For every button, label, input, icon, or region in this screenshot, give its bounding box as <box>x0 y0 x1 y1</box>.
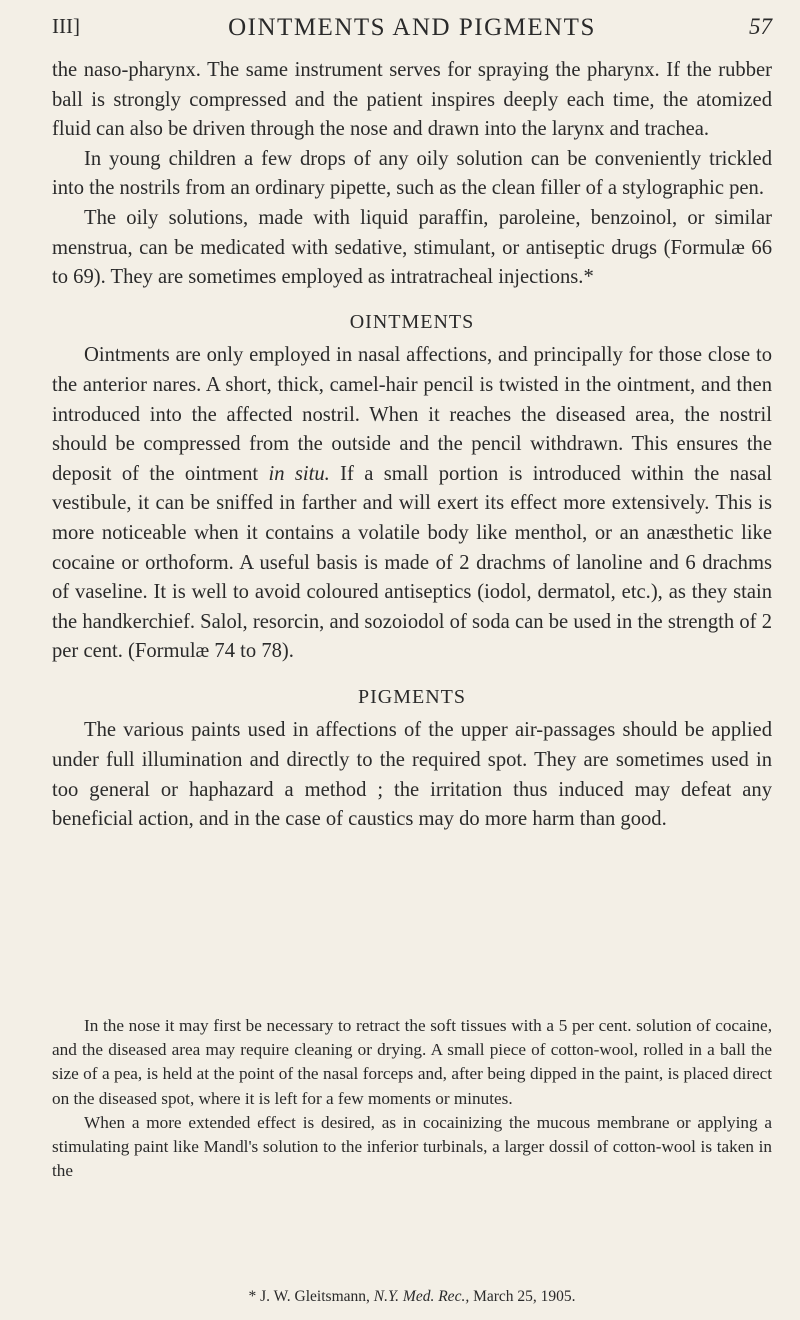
page-number: 57 <box>749 14 772 39</box>
intro-paragraph-2: In young children a few drops of any oily solution can be conveniently trickled into the nostrils from an ordinary pipette, such as the clean filler of a stylographic pen. <box>52 147 772 200</box>
ointments-text-a: Ointments are only employed in nasal affections, and principally for those close to the anterior nares. A short, thick, camel-hair pencil is twisted in the ointment, and then introduced into the affected nostril. When it reaches the diseased area, the nostril should be compressed from the outside and the pencil withdrawn. This ensures the deposit of the ointment <box>52 344 772 485</box>
intro-paragraph-1: the naso-pharynx. The same instrument serves for spraying the pharynx. If the rubber ball is strongly compressed and the patient inspires deeply each time, the atomized fluid can also be driven through the nose and drawn into the larynx and trachea. <box>52 59 772 141</box>
ointments-paragraph <box>52 341 772 667</box>
intro-paragraph-3: The oily solutions, made with liquid paraffin, paroleine, benzoinol, or similar menstrua, can be medicated with sedative, stimulant, or antiseptic drugs (Formulæ 66 to 69). They are sometimes employed as intratracheal injections.* <box>52 206 772 289</box>
footnote-journal: N.Y. Med. Rec., <box>373 1288 470 1305</box>
pigments-paragraph-3: When a more extended effect is desired, as in cocainizing the mucous membrane or applying a stimulating paint like Mandl's solution to the inferior turbinals, a larger dossil of cotton-wool is taken in the <box>52 1112 772 1181</box>
pigments-paragraph-1: The various paints used in affections of the upper air-passages should be applied under full illumination and directly to the required spot. They are sometimes used in too general or haphazard a method ; the irritation thus induced may defeat any beneficial action, and in the case of caustics may do more harm than good. <box>52 719 772 831</box>
running-header <box>52 14 772 50</box>
footnote <box>52 1288 772 1306</box>
section-heading-ointments: OINTMENTS <box>349 310 475 333</box>
running-title: OINTMENTS AND PIGMENTS <box>228 14 596 41</box>
section-heading-pigments: PIGMENTS <box>357 685 466 708</box>
chapter-number: III] <box>52 14 80 38</box>
ointments-text-b: If a small portion is introduced within the nasal vestibule, it can be sniffed in farther and will exert its effect more extensively. This is more noticeable when it contains a volatile body like menthol, or an anæsthetic like cocaine or orthoform. A useful basis is made of 2 drachms of lanoline and 6 drachms of vaseline. It is well to avoid coloured antiseptics (iodol, dermatol, etc.), as they stain the handkerchief. Salol, resorcin, and sozoiodol of soda can be used in the strength of 2 per cent. (Formulæ 74 to 78). <box>52 462 772 663</box>
ointments-text-italic: in situ. <box>268 462 330 485</box>
pigments-paragraph-2: In the nose it may first be necessary to retract the soft tissues with a 5 per cent. solution of cocaine, and the diseased area may require cleaning or drying. A small piece of cotton-wool, rolled in a ball the size of a pea, is held at the point of the nasal forceps and, after being dipped in the paint, is placed direct on the diseased spot, where it is left for a few moments or minutes. <box>52 1016 772 1108</box>
main-text <box>52 56 772 835</box>
footnote-text-a: * J. W. Gleitsmann, <box>248 1288 374 1305</box>
footnote-text-b: March 25, 1905. <box>469 1288 576 1305</box>
small-print-text <box>52 1014 772 1183</box>
